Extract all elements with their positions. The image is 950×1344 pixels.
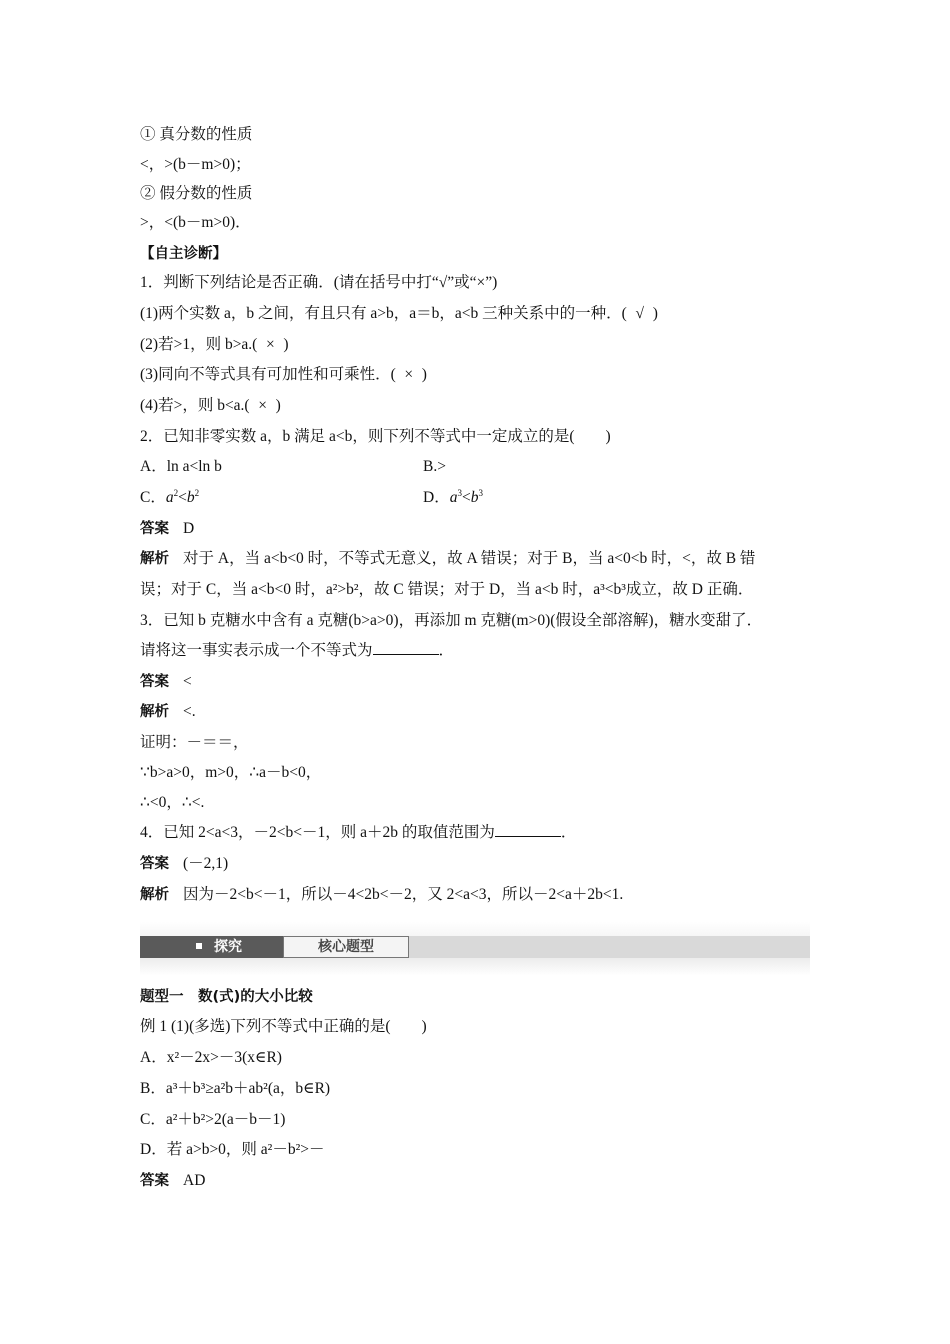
question-2-option-c: C．$a^2<b^2$ [140, 488, 200, 506]
item-1-mark: √ [635, 305, 644, 322]
banner-core-types-tab: 核心题型 [283, 936, 409, 958]
answer-label: 答案 [140, 521, 169, 537]
answer-value: D [183, 520, 195, 537]
answer-label: 答案 [140, 1173, 169, 1189]
fill-blank [373, 641, 439, 655]
self-diagnosis-heading: 【自主诊断】 [140, 246, 227, 262]
question-2-answer [140, 519, 194, 539]
answer-value: (－2,1) [183, 855, 229, 872]
item-1-text: (1)两个实数 a，b 之间，有且只有 a>b，a＝b，a<b 三种关系中的一种．( [140, 305, 627, 322]
proper-fraction-formula: <，>(b－m>0)； [140, 156, 251, 173]
question-3-step-1: ∵b>a>0，m>0，∴a－b<0， [140, 764, 322, 781]
example-1-answer [140, 1171, 205, 1191]
question-4-prompt: 4．已知 2<a<3，－2<b<－1，则 a＋2b 的取值范围为 [140, 824, 495, 841]
question-2-option-a: A．ln a<ln b [140, 458, 222, 475]
item-4-text: (4)若>，则 b<a.( [140, 397, 250, 414]
item-2-mark: × [265, 336, 275, 353]
question-3-line-1: 3．已知 b 克糖水中含有 a 克糖(b>a>0)，再添加 m 克糖(m>0)(假设全部溶解)，糖水变甜了． [140, 612, 763, 629]
improper-fraction-formula: >，<(b－m>0)． [140, 214, 251, 231]
question-2-analysis-line-1 [140, 549, 755, 569]
banner-explore-label: 探究 [214, 939, 242, 955]
answer-label: 答案 [140, 856, 169, 872]
example-1-option-d: D．若 a>b>0，则 a²－b²>－ [140, 1141, 325, 1158]
question-2-option-b: B.> [423, 458, 446, 475]
square-bullet-icon [196, 943, 202, 949]
question-1-stem: 1．判断下列结论是否正确．(请在括号中打“√”或“×”) [140, 274, 498, 291]
example-1-option-b: B．a³＋b³≥a²b＋ab²(a，b∈R) [140, 1080, 331, 1097]
question-4-stem [140, 823, 576, 843]
question-3-analysis [140, 702, 196, 722]
type-1-title: 题型一 数(式)的大小比较 [140, 989, 313, 1005]
analysis-label: 解析 [140, 551, 169, 567]
question-3-answer [140, 672, 192, 692]
answer-value: < [183, 673, 192, 690]
item-3-mark: × [404, 366, 414, 383]
analysis-text: 因为－2<b<－1，所以－4<2b<－2，又 2<a<3，所以－2<a＋2b<1. [183, 886, 624, 903]
item-2-text: (2)若>1，则 b>a.( [140, 336, 258, 353]
proper-fraction-title: ① 真分数的性质 [140, 126, 253, 143]
question-1-item-1: (1)两个实数 a，b 之间，有且只有 a>b，a＝b，a<b 三种关系中的一种．( √ ) [140, 305, 658, 322]
analysis-text: <. [183, 703, 196, 720]
question-3-step-2: ∴<0，∴<. [140, 794, 205, 811]
question-2-option-d: D．$a^3<b^3$ [423, 488, 483, 506]
question-2-stem: 2．已知非零实数 a，b 满足 a<b，则下列不等式中一定成立的是( ) [140, 428, 611, 445]
analysis-label: 解析 [140, 887, 169, 903]
question-4-end: ． [560, 824, 577, 841]
example-1-stem: 例 1 (1)(多选)下列不等式中正确的是( ) [140, 1018, 427, 1035]
question-1-item-3: (3)同向不等式具有可加性和可乘性．( × ) [140, 366, 427, 383]
fill-blank [495, 823, 561, 837]
banner-explore-tab [140, 936, 283, 958]
option-c-prefix: C． [140, 489, 166, 506]
analysis-text: 对于 A，当 a<b<0 时，不等式无意义，故 A 错误；对于 B，当 a<0<b 时，<，故 B 错 [183, 550, 756, 567]
question-2-analysis-line-2: 误；对于 C，当 a<b<0 时，a²>b²，故 C 错误；对于 D，当 a<b 时，a³<b³成立，故 D 正确． [140, 581, 754, 598]
analysis-label: 解析 [140, 704, 169, 720]
question-3-prompt: 请将这一事实表示成一个不等式为 [140, 642, 373, 659]
section-banner [140, 922, 810, 976]
answer-value: AD [183, 1172, 206, 1189]
option-d-prefix: D． [423, 489, 450, 506]
question-1-item-4: (4)若>，则 b<a.( × ) [140, 397, 281, 414]
example-1-option-c: C．a²＋b²>2(a－b－1) [140, 1111, 286, 1128]
example-1-option-a: A．x²－2x>－3(x∈R) [140, 1049, 282, 1066]
answer-label: 答案 [140, 674, 169, 690]
question-3-line-2 [140, 641, 454, 661]
question-3-proof: 证明：－＝＝， [140, 734, 249, 751]
item-4-mark: × [258, 397, 267, 414]
improper-fraction-title: ② 假分数的性质 [140, 185, 253, 202]
question-4-analysis [140, 885, 623, 905]
item-3-text: (3)同向不等式具有可加性和可乘性．( [140, 366, 396, 383]
question-1-item-2: (2)若>1，则 b>a.( × ) [140, 336, 289, 353]
question-3-end: ． [438, 642, 455, 659]
question-4-answer [140, 854, 228, 874]
